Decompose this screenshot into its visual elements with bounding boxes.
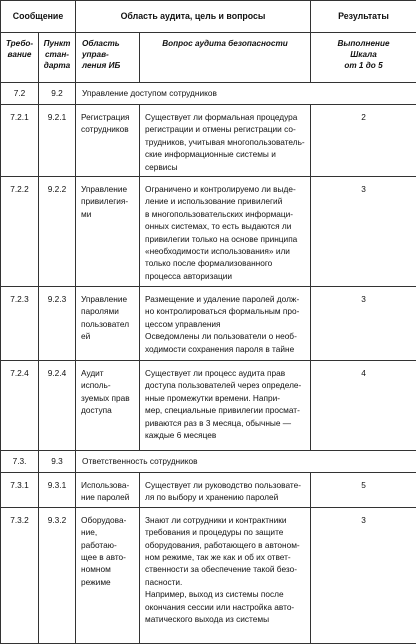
subheader-audit-question: Вопрос аудита безопасности	[140, 33, 311, 83]
section-row	[1, 451, 416, 473]
table-row	[1, 105, 416, 177]
requirement-number: 7.2.4	[1, 361, 39, 451]
control-area	[76, 177, 140, 287]
text-line: цессом управления	[145, 318, 305, 330]
text-line: трудников, учитывая многопользователь-	[145, 136, 305, 148]
text-line: процесса авторизации	[145, 270, 305, 282]
header-audit-area: Область аудита, цель и вопросы	[76, 1, 311, 33]
audit-question	[140, 507, 311, 643]
subheader-line: Область	[82, 38, 139, 49]
requirement-number: 7.2.3	[1, 287, 39, 361]
subheader-line: Выполнение	[311, 38, 416, 49]
standard-item-number: 9.2.4	[39, 361, 76, 451]
text-line: пользовател	[81, 318, 134, 330]
table-row	[1, 287, 416, 361]
standard-item-number: 9.3.1	[39, 473, 76, 508]
audit-question	[140, 105, 311, 177]
requirement-number: 7.2.1	[1, 105, 39, 177]
subheader-execution	[311, 33, 416, 83]
text-line: каждые 6 месяцев	[145, 429, 305, 441]
text-line: регистрации и отмены регистрации со-	[145, 123, 305, 135]
subheader-row	[1, 33, 416, 83]
text-line: пасности.	[145, 576, 305, 588]
requirement-number: 7.3.1	[1, 473, 39, 508]
text-line: Использова-	[81, 479, 134, 491]
text-line: Регистрация	[81, 111, 134, 123]
control-area	[76, 361, 140, 451]
header-message: Сообщение	[1, 1, 76, 33]
table-row	[1, 361, 416, 451]
requirement-number: 7.2	[1, 83, 39, 105]
text-line: Знают ли сотрудники и контрактники	[145, 514, 305, 526]
text-line: привилегии только на основе принципа	[145, 233, 305, 245]
text-line: Ограничено и контролируемо ли выде-	[145, 183, 305, 195]
text-line: Существует ли руководство пользовате-	[145, 479, 305, 491]
text-line: ми	[81, 208, 134, 220]
standard-item-number: 9.2.1	[39, 105, 76, 177]
control-area	[76, 287, 140, 361]
text-line: Например, выход из системы после	[145, 588, 305, 600]
section-row	[1, 83, 416, 105]
text-line: Осведомлены ли пользователи о необ-	[145, 330, 305, 342]
text-line: зуемых прав	[81, 392, 134, 404]
subheader-line: дарта	[39, 60, 75, 71]
text-line: привилегия-	[81, 195, 134, 207]
text-line: риваются раз в 3 месяца, обычные —	[145, 417, 305, 429]
text-line: щее в авто-	[81, 551, 134, 563]
table-row	[1, 507, 416, 643]
requirement-number: 7.3.	[1, 451, 39, 473]
control-area	[76, 105, 140, 177]
text-line: «необходимости использования» или	[145, 245, 305, 257]
text-line: режиме	[81, 576, 134, 588]
control-area	[76, 473, 140, 508]
text-line: номном	[81, 563, 134, 575]
header-row	[1, 1, 416, 33]
text-line: Управление	[81, 293, 134, 305]
subheader-line: Шкала	[311, 49, 416, 60]
subheader-line: вание	[1, 49, 38, 60]
text-line: Существует ли процесс аудита прав	[145, 367, 305, 379]
control-area	[76, 507, 140, 643]
score-value: 4	[311, 361, 416, 451]
table-row	[1, 473, 416, 508]
text-line: ские информационные системы и сервисы	[145, 148, 305, 173]
audit-question	[140, 177, 311, 287]
text-line: Оборудова-	[81, 514, 134, 526]
text-line: паролями	[81, 305, 134, 317]
text-line: но контролироваться формальным про-	[145, 305, 305, 317]
standard-item-number: 9.2.2	[39, 177, 76, 287]
standard-item-number: 9.3.2	[39, 507, 76, 643]
text-line: окончания сессии или настройка авто-	[145, 601, 305, 613]
subheader-line: стан-	[39, 49, 75, 60]
subheader-line: от 1 до 5	[311, 60, 416, 71]
audit-question	[140, 473, 311, 508]
text-line: мер, специальные привилегии просмат-	[145, 404, 305, 416]
text-line: нные промежутки времени. Напри-	[145, 392, 305, 404]
text-line: требования и процедуры по защите	[145, 526, 305, 538]
text-line: сотрудников	[81, 123, 134, 135]
score-value: 5	[311, 473, 416, 508]
text-line: ние паролей	[81, 491, 134, 503]
standard-item-number: 9.2.3	[39, 287, 76, 361]
header-results: Результаты	[311, 1, 416, 33]
subheader-line: Требо-	[1, 38, 38, 49]
text-line: доступа пользователей через определе-	[145, 379, 305, 391]
text-line: матического выхода из системы	[145, 613, 305, 625]
text-line: Размещение и удаление паролей долж-	[145, 293, 305, 305]
text-line: ние, работаю-	[81, 526, 134, 551]
text-line: онных системах, то есть выдаются ли	[145, 220, 305, 232]
text-line: ственности за обеспечение такой безо-	[145, 563, 305, 575]
subheader-line: управ-	[82, 49, 139, 60]
subheader-line: Пункт	[39, 38, 75, 49]
subheader-line: ления ИБ	[82, 60, 139, 71]
text-line: ей	[81, 330, 134, 342]
audit-question	[140, 361, 311, 451]
text-line: Существует ли формальная процедура	[145, 111, 305, 123]
section-title: Ответственность сотрудников	[76, 451, 416, 473]
standard-item-number: 9.3	[39, 451, 76, 473]
text-line: ном режиме, так же как и об их ответ-	[145, 551, 305, 563]
subheader-control-area	[76, 33, 140, 83]
text-line: в многопользовательских информаци-	[145, 208, 305, 220]
text-line: ля по выбору и хранению паролей	[145, 491, 305, 503]
text-line: Аудит исполь-	[81, 367, 134, 392]
text-line: Управление	[81, 183, 134, 195]
section-title: Управление доступом сотрудников	[76, 83, 416, 105]
score-value: 3	[311, 177, 416, 287]
text-line: доступа	[81, 404, 134, 416]
requirement-number: 7.3.2	[1, 507, 39, 643]
score-value: 3	[311, 507, 416, 643]
text-line: ление и использование привилегий	[145, 195, 305, 207]
score-value: 3	[311, 287, 416, 361]
text-line: оборудования, работающего в автоном-	[145, 539, 305, 551]
table-row	[1, 177, 416, 287]
text-line: ходимости сохранения пароля в тайне	[145, 343, 305, 355]
subheader-standard-item	[39, 33, 76, 83]
text-line: только после формализованного	[145, 257, 305, 269]
subheader-requirement	[1, 33, 39, 83]
audit-question	[140, 287, 311, 361]
score-value: 2	[311, 105, 416, 177]
standard-item-number: 9.2	[39, 83, 76, 105]
requirement-number: 7.2.2	[1, 177, 39, 287]
